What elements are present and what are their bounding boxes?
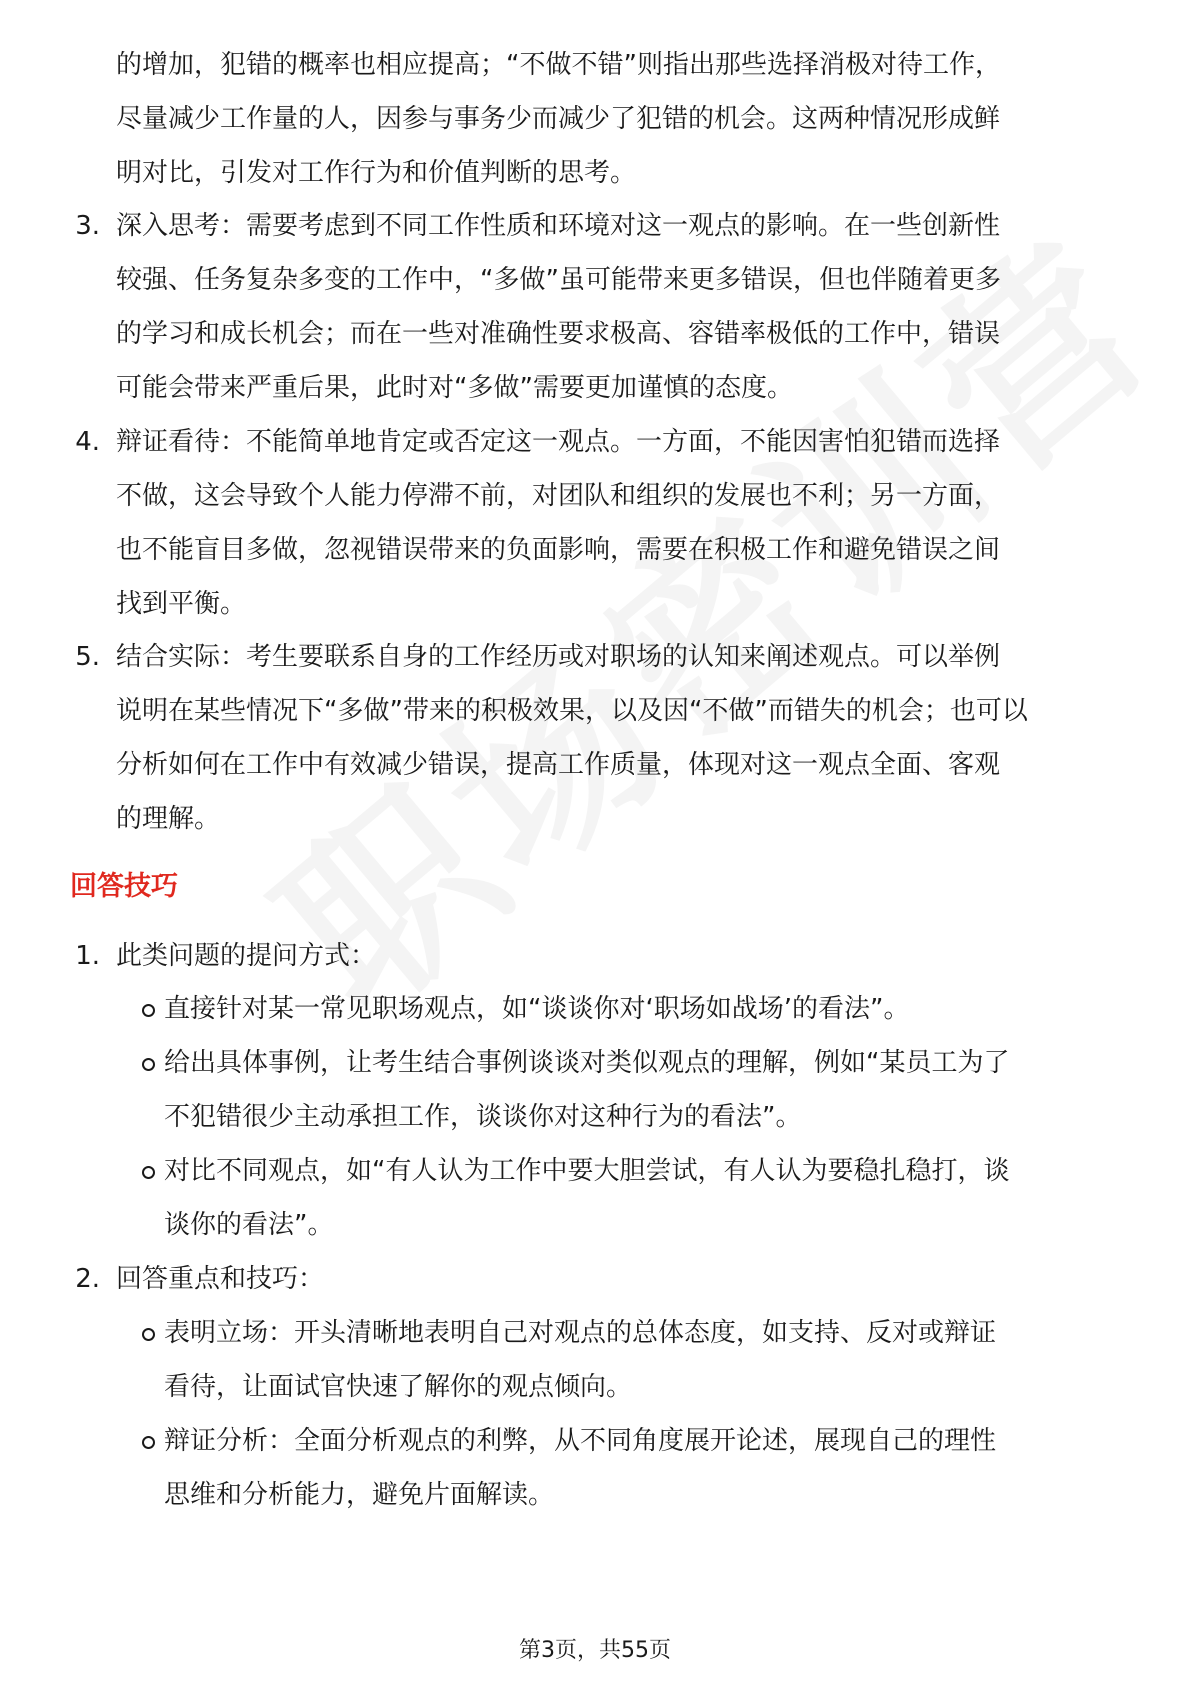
sub-item-line: 给出具体事例，让考生结合事例谈谈对类似观点的理解，例如“某员工为了	[164, 1048, 1010, 1078]
list-item-line: 不做，这会导致个人能力停滞不前，对团队和组织的发展也不利；另一方面，	[116, 481, 1001, 511]
sub-item-line: 思维和分析能力，避免片面解读。	[164, 1480, 555, 1510]
list-number: 2.	[75, 1264, 100, 1294]
list-item-line: 辩证看待：不能简单地肯定或否定这一观点。一方面，不能因害怕犯错而选择	[116, 427, 1001, 457]
list-item-title: 此类问题的提问方式：	[116, 941, 377, 971]
circle-bullet-icon	[142, 1328, 155, 1341]
list-item-title: 回答重点和技巧：	[116, 1264, 325, 1294]
list-number: 3.	[75, 211, 100, 241]
sub-item-line: 表明立场：开头清晰地表明自己对观点的总体态度，如支持、反对或辩证	[164, 1318, 997, 1348]
circle-bullet-icon	[142, 1004, 155, 1017]
list-item-line: 深入思考：需要考虑到不同工作性质和环境对这一观点的影响。在一些创新性	[116, 211, 1001, 241]
list-number: 4.	[75, 427, 100, 457]
list-item-line: 结合实际：考生要联系自身的工作经历或对职场的认知来阐述观点。可以举例	[116, 642, 1001, 672]
list-number: 5.	[75, 642, 100, 672]
circle-bullet-icon	[142, 1166, 155, 1179]
circle-bullet-icon	[142, 1058, 155, 1071]
sub-item-line: 直接针对某一常见职场观点，如“谈谈你对‘职场如战场’的看法”。	[164, 994, 910, 1024]
circle-bullet-icon	[142, 1436, 155, 1449]
list-item-line: 说明在某些情况下“多做”带来的积极效果，以及因“不做”而错失的机会；也可以	[116, 696, 1028, 726]
list-item-line: 的理解。	[116, 804, 221, 834]
list-item-line: 也不能盲目多做，忽视错误带来的负面影响，需要在积极工作和避免错误之间	[116, 535, 1001, 565]
list-item-line: 可能会带来严重后果，此时对“多做”需要更加谨慎的态度。	[116, 373, 793, 403]
intro-line: 明对比，引发对工作行为和价值判断的思考。	[116, 158, 637, 188]
list-item-line: 较强、任务复杂多变的工作中，“多做”虽可能带来更多错误，但也伴随着更多	[116, 265, 1001, 295]
list-item-line: 分析如何在工作中有效减少错误，提高工作质量，体现对这一观点全面、客观	[116, 750, 1001, 780]
intro-line: 尽量减少工作量的人，因参与事务少而减少了犯错的机会。这两种情况形成鲜	[116, 104, 1001, 134]
sub-item-line: 谈你的看法”。	[164, 1210, 334, 1240]
intro-line: 的增加，犯错的概率也相应提高；“不做不错”则指出那些选择消极对待工作，	[116, 50, 1001, 80]
sub-item-line: 对比不同观点，如“有人认为工作中要大胆尝试，有人认为要稳扎稳打，谈	[164, 1156, 1010, 1186]
sub-item-line: 辩证分析：全面分析观点的利弊，从不同角度展开论述，展现自己的理性	[164, 1426, 997, 1456]
list-item-line: 的学习和成长机会；而在一些对准确性要求极高、容错率极低的工作中，错误	[116, 319, 1001, 349]
sub-item-line: 不犯错很少主动承担工作，谈谈你对这种行为的看法”。	[164, 1102, 802, 1132]
list-number: 1.	[75, 941, 100, 971]
section-heading: 回答技巧	[70, 871, 178, 902]
page-footer: 第3页，共55页	[519, 1638, 671, 1663]
sub-item-line: 看待，让面试官快速了解你的观点倾向。	[164, 1372, 633, 1402]
list-item-line: 找到平衡。	[116, 589, 247, 619]
